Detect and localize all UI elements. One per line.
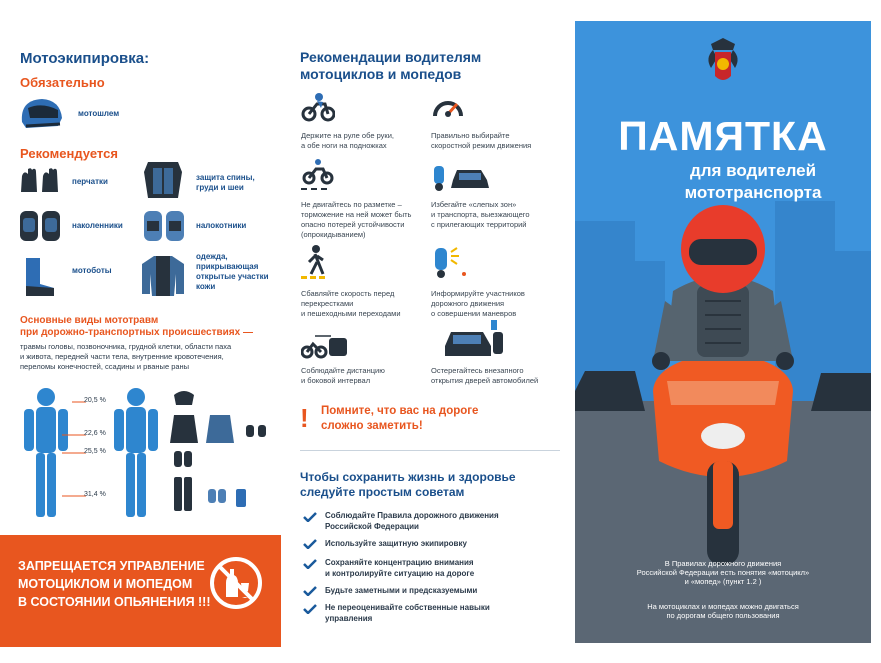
- tip-5-line-1: Не переоценивайте собственные навыки: [325, 603, 490, 612]
- rider-figure-back: [114, 388, 158, 517]
- rec-7-line-2: и боковой интервал: [301, 376, 371, 385]
- rec-3-line-3: опасно потерей устойчивости: [301, 220, 405, 229]
- rec-7-line-1: Соблюдайте дистанцию: [301, 366, 385, 375]
- rec-8-line-1: Остерегайтесь внезапного: [431, 366, 524, 375]
- rider-figure-front: [24, 388, 68, 517]
- rec-3-line-4: (опрокидыванием): [301, 230, 366, 239]
- rec-3-line-1: Не двигайтесь по разметке –: [301, 200, 402, 209]
- remember-line-2: сложно заметить!: [321, 420, 423, 432]
- recommendations-title-2: мотоциклов и мопедов: [300, 66, 462, 82]
- blind-spot-icon: [431, 160, 495, 194]
- alcohol-ban-banner: [0, 535, 281, 647]
- check-icon: [303, 604, 317, 614]
- boots-icon: [18, 256, 58, 298]
- rec-6-line-1: Информируйте участников: [431, 289, 525, 298]
- rec-4-line-2: и транспорта, выезжающего: [431, 210, 530, 219]
- percent-legs: 31,4 %: [84, 491, 106, 498]
- police-emblem: [708, 38, 737, 80]
- jacket-icon: [140, 254, 186, 298]
- gloves-label: перчатки: [72, 177, 108, 186]
- rec-3-line-2: торможение на ней может быть: [301, 210, 412, 219]
- rec-1-line-2: а обе ноги на подножках: [301, 141, 387, 150]
- ban-line-3: В СОСТОЯНИИ ОПЬЯНЕНИЯ !!!: [18, 595, 211, 609]
- tip-5-line-2: управления: [325, 614, 373, 623]
- signal-maneuver-icon: [431, 244, 471, 280]
- tip-3-line-1: Сохраняйте концентрацию внимания: [325, 558, 474, 567]
- ban-line-2: МОТОЦИКЛОМ И МОПЕДОМ: [18, 577, 193, 591]
- road-marking-icon: [301, 158, 335, 192]
- rec-5-line-1: Сбавляйте скорость перед: [301, 289, 395, 298]
- check-icon: [303, 512, 317, 522]
- rec-4-line-1: Избегайте «слепых зон»: [431, 200, 517, 209]
- percent-head: 20,5 %: [84, 397, 106, 404]
- back-protector-icon: [140, 158, 186, 200]
- ban-line-1: ЗАПРЕЩАЕТСЯ УПРАВЛЕНИЕ: [18, 559, 205, 573]
- percent-arms: 25,5 %: [84, 448, 106, 455]
- percent-torso: 22,6 %: [84, 430, 106, 437]
- recommendations-column: [295, 0, 565, 663]
- injuries-text-1: травмы головы, позвоночника, грудной клетки, области паха: [20, 342, 232, 351]
- tip-1-line-1: Соблюдайте Правила дорожного движения: [325, 511, 499, 520]
- elbow-pads-label: налокотники: [196, 221, 247, 230]
- equipment-column: [0, 0, 285, 663]
- injury-diagram: [14, 385, 284, 525]
- elbow-pads-icon: [142, 207, 186, 245]
- clothing-label: одежда, прикрывающая открытые участки кожи: [196, 252, 269, 291]
- distance-icon: [301, 330, 349, 360]
- rec-5-line-2: перекрестками: [301, 299, 354, 308]
- no-alcohol-icon: [208, 555, 264, 611]
- rec-6-line-3: о совершении маневров: [431, 309, 517, 318]
- poster-note-5: по дорогам общего пользования: [666, 611, 780, 620]
- required-heading: Обязательно: [20, 75, 105, 90]
- knee-pads-label: наколенники: [72, 221, 123, 230]
- poster-subtitle-2: мототранспорта: [684, 183, 822, 202]
- check-icon: [303, 559, 317, 569]
- rider-hands-icon: [301, 92, 335, 122]
- poster-subtitle-1: для водителей: [689, 161, 817, 180]
- gloves-icon: [18, 166, 62, 196]
- poster-title: ПАМЯТКА: [618, 113, 828, 159]
- rec-2-line-1: Правильно выбирайте: [431, 131, 510, 140]
- car-door-icon: [443, 316, 505, 360]
- rec-8-line-2: открытия дверей автомобилей: [431, 376, 539, 385]
- rec-6-line-2: дорожного движения: [431, 299, 505, 308]
- injuries-text-3: переломы конечностей, ссадины и рваные раны: [20, 362, 190, 371]
- equipment-title: Мотоэкипировка:: [20, 50, 150, 67]
- injuries-title-1: Основные виды мототравм: [20, 315, 159, 326]
- recommended-heading: Рекомендуется: [20, 146, 118, 161]
- poster-note-4: На мотоциклах и мопедах можно двигаться: [647, 602, 799, 611]
- tip-3-line-2: и контролируйте ситуацию на дороге: [325, 569, 475, 578]
- injuries-title-2: при дорожно-транспортных происшествиях —: [20, 327, 253, 338]
- recommendations-title-1: Рекомендации водителям: [300, 49, 482, 65]
- injuries-text-2: и живота, передней части тела, внутренние кровотечения,: [20, 352, 224, 361]
- rec-2-line-2: скоростной режим движения: [431, 141, 532, 150]
- poster-note-2: Российской Федерации есть понятия «мотоцикл»: [636, 568, 810, 577]
- remember-line-1: Помните, что вас на дороге: [321, 405, 479, 417]
- speedometer-icon: [431, 92, 465, 122]
- advice-title-1: Чтобы сохранить жизнь и здоровье: [300, 470, 516, 484]
- tip-2-line-1: Используйте защитную экипировку: [325, 539, 467, 548]
- poster-note-3: и «мопед» (пункт 1.2 ): [684, 577, 762, 586]
- knee-pads-icon: [18, 208, 62, 244]
- helmet-label: мотошлем: [78, 109, 120, 118]
- back-protector-label: защита спины, груди и шеи: [196, 173, 255, 192]
- divider: [300, 450, 560, 451]
- check-icon: [303, 539, 317, 549]
- exclamation-icon: !: [300, 403, 309, 433]
- poster-cover: [575, 21, 871, 643]
- rec-4-line-3: с прилегающих территорий: [431, 220, 527, 229]
- pedestrian-crossing-icon: [301, 244, 331, 280]
- helmet-icon: [18, 96, 64, 132]
- poster-note-1: В Правилах дорожного движения: [664, 559, 782, 568]
- boots-label: мотоботы: [72, 266, 112, 275]
- rec-1-line-1: Держите на руле обе руки,: [301, 131, 394, 140]
- rec-5-line-3: и пешеходными переходами: [301, 309, 401, 318]
- check-icon: [303, 586, 317, 596]
- tip-4-line-1: Будьте заметными и предсказуемыми: [325, 586, 478, 595]
- tip-1-line-2: Российской Федерации: [325, 522, 419, 531]
- advice-title-2: следуйте простым советам: [300, 485, 465, 499]
